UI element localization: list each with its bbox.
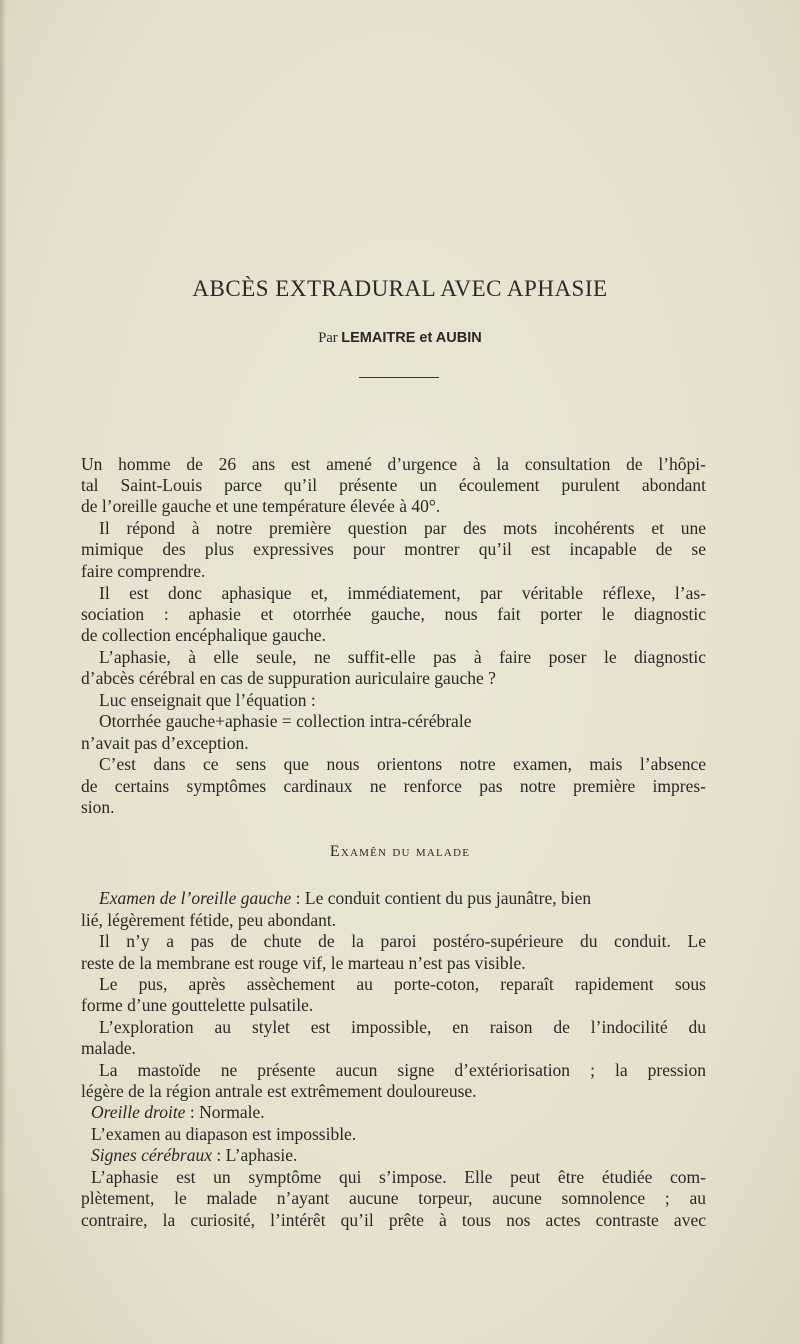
page-binding-edge: [0, 0, 6, 1344]
subheading-ear-right: Oreille droite: [91, 1102, 186, 1122]
text-line: Luc enseignait que l’équation :: [99, 690, 316, 710]
text-line: [91, 1145, 716, 1166]
text-line: L’aphasie est un symptôme qui s’impose. Elle peut être étudiée com-: [91, 1167, 706, 1187]
text-line: Il répond à notre première question par des mots incohérents et une: [99, 518, 706, 538]
text-line: tal Saint-Louis parce qu’il présente un écoulement purulent abondant: [81, 475, 706, 495]
text-line: Il n’y a pas de chute de la paroi postéro-supérieure du conduit. Le: [99, 931, 706, 951]
text-line: de l’oreille gauche et une température élevée à 40°.: [81, 496, 441, 516]
text-line: faire comprendre.: [81, 561, 206, 581]
text-line: légère de la région antrale est extrêmement douloureuse.: [81, 1081, 477, 1101]
text-line: L’exploration au stylet est impossible, en raison de l’indocilité du: [99, 1017, 706, 1037]
text-line: d’abcès cérébral en cas de suppuration auriculaire gauche ?: [81, 668, 496, 688]
byline: [0, 330, 800, 347]
text-line: [91, 1102, 716, 1123]
text-line: Il est donc aphasique et, immédiatement, par véritable réflexe, l’as-: [99, 583, 706, 603]
text-line: mimique des plus expressives pour montrer qu’il est incapable de se: [81, 539, 706, 559]
text-line: plètement, le malade n’ayant aucune torpeur, aucune somnolence ; au: [81, 1188, 706, 1208]
text-line: reste de la membrane est rouge vif, le marteau n’est pas visible.: [81, 953, 526, 973]
section-heading: Examên du malade: [329, 843, 471, 860]
subheading-cerebral-signs: Signes cérébraux: [91, 1145, 213, 1165]
byline-prefix: Par: [318, 330, 338, 346]
text-line: L’aphasie, à elle seule, ne suffit-elle pas à faire poser le diagnostic: [99, 647, 706, 667]
text-line: de certains symptômes cardinaux ne renforce pas notre première impres-: [81, 776, 706, 796]
text-run: : Normale.: [185, 1102, 265, 1122]
text-line: L’examen au diapason est impossible.: [91, 1124, 357, 1144]
text-line: La mastoïde ne présente aucun signe d’extériorisation ; la pression: [99, 1060, 706, 1080]
text-line: lié, légèrement fétide, peu abondant.: [81, 910, 337, 930]
text-line: C’est dans ce sens que nous orientons notre examen, mais l’absence: [99, 754, 706, 774]
text-line: contraire, la curiosité, l’intérêt qu’il prête à tous nos actes contraste avec: [81, 1210, 706, 1230]
text-line: [99, 888, 706, 909]
equation-line: Otorrhée gauche+aphasie = collection intra-cérébrale: [99, 711, 472, 731]
text-line: sion.: [81, 797, 115, 817]
article-title: ABCÈS EXTRADURAL AVEC APHASIE: [192, 276, 608, 301]
text-run: : L’aphasie.: [212, 1145, 298, 1165]
text-line: sociation : aphasie et otorrhée gauche, nous fait porter le diagnostic: [81, 604, 706, 624]
text-line: malade.: [81, 1038, 136, 1058]
text-line: Le pus, après assèchement au porte-coton, reparaît rapidement sous: [99, 974, 706, 994]
text-line: de collection encéphalique gauche.: [81, 625, 326, 645]
text-line: n’avait pas d’exception.: [81, 733, 249, 753]
text-line: forme d’une gouttelette pulsatile.: [81, 995, 314, 1015]
text-run: : Le conduit contient du pus jaunâtre, bien: [291, 888, 592, 908]
text-line: Un homme de 26 ans est amené d’urgence à la consultation de l’hôpi-: [81, 454, 706, 474]
title-divider: [359, 377, 439, 378]
byline-authors: LEMAITRE et AUBIN: [341, 330, 482, 346]
subheading-ear-left: Examen de l’oreille gauche: [99, 888, 292, 908]
